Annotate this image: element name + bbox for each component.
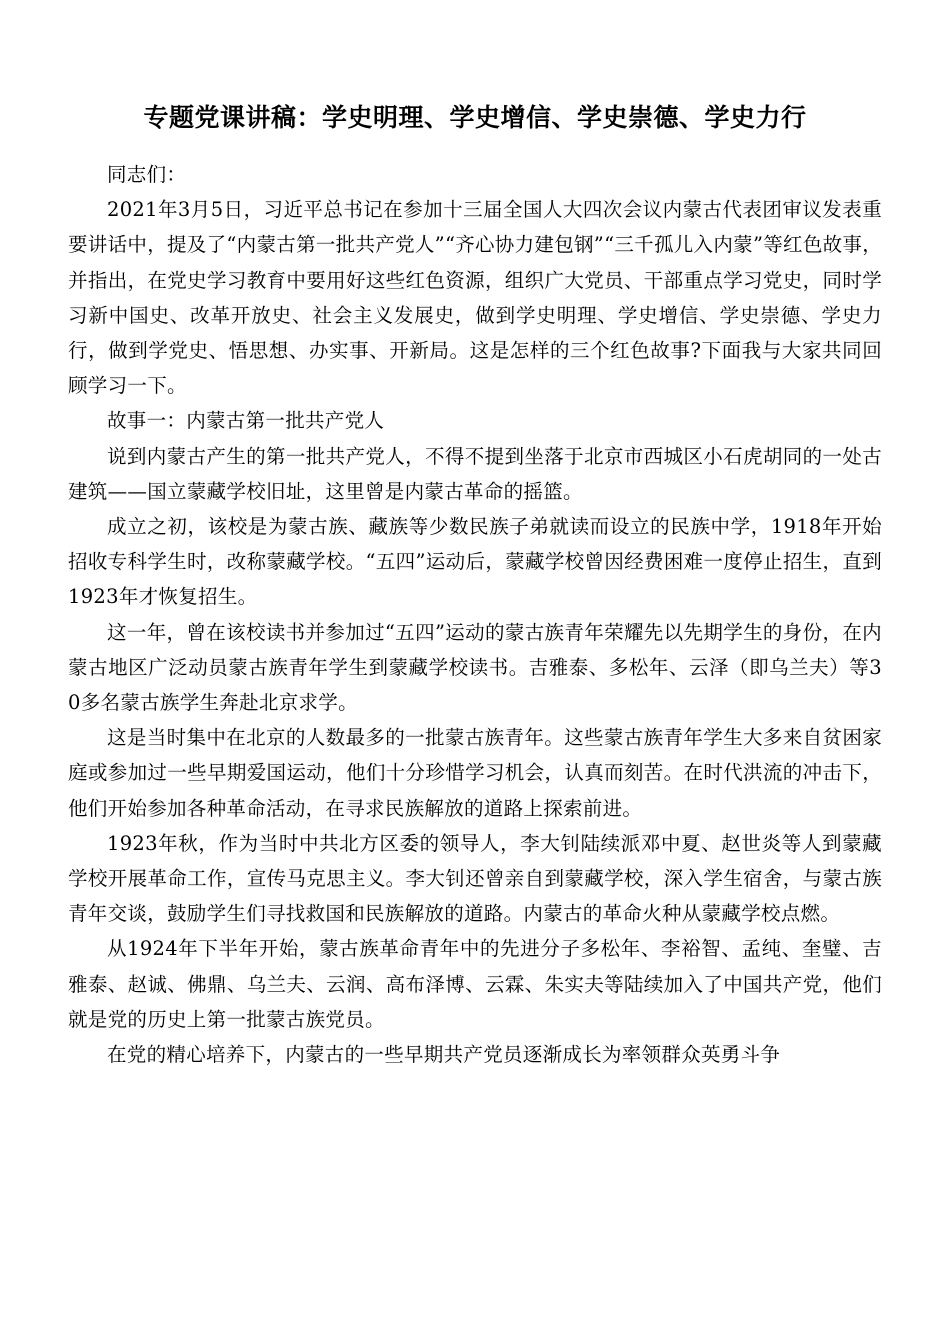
document-body [68,157,882,1072]
body-paragraph: 从1924年下半年开始，蒙古族革命青年中的先进分子多松年、李裕智、孟纯、奎璧、吉雅泰、赵诚、佛鼎、乌兰夫、云润、高布泽博、云霖、朱实夫等陆续加入了中国共产党，他们就是党的历史上第一批蒙古族党员。 [68,937,882,1031]
body-paragraph: 这一年，曾在该校读书并参加过“五四”运动的蒙古族青年荣耀先以先期学生的身份，在内蒙古地区广泛动员蒙古族青年学生到蒙藏学校读书。吉雅泰、多松年、云泽（即乌兰夫）等30多名蒙古族学生奔赴北京求学。 [68,620,882,715]
intro-paragraph: 2021年3月5日，习近平总书记在参加十三届全国人大四次会议内蒙古代表团审议发表重要讲话中，提及了“内蒙古第一批共产党人”“齐心协力建包钢”“三千孤儿入内蒙”等红色故事，并指出，在党史学习教育中要用好这些红色资源，组织广大党员、干部重点学习党史，同时学习新中国史、改革开放史、社会主义发展史，做到学史明理、学史增信、学史崇德、学史力行，做到学党史、悟思想、办实事、开新局。这是怎样的三个红色故事?下面我与大家共同回顾学习一下。 [68,198,883,398]
body-paragraph: 成立之初，该校是为蒙古族、藏族等少数民族子弟就读而设立的民族中学，1918年开始招收专科学生时，改称蒙藏学校。“五四”运动后，蒙藏学校曾因经费困难一度停止招生，直到1923年才恢复招生。 [68,515,882,609]
story-one-heading: 故事一：内蒙古第一批共产党人 [107,409,385,433]
body-paragraph: 1923年秋，作为当时中共北方区委的领导人，李大钊陆续派邓中夏、赵世炎等人到蒙藏学校开展革命工作，宣传马克思主义。李大钊还曾亲自到蒙藏学校，深入学生宿舍，与蒙古族青年交谈，鼓励学生们寻找救国和民族解放的道路。内蒙古的革命火种从蒙藏学校点燃。 [68,831,882,926]
body-paragraph: 在党的精心培养下，内蒙古的一些早期共产党员逐渐成长为率领群众英勇斗争 [107,1043,781,1067]
body-paragraph: 这是当时集中在北京的人数最多的一批蒙古族青年。这些蒙古族青年学生大多来自贫困家庭或参加过一些早期爱国运动，他们十分珍惜学习机会，认真而刻苦。在时代洪流的冲击下，他们开始参加各种革命活动，在寻求民族解放的道路上探索前进。 [68,726,882,820]
body-paragraph: 说到内蒙古产生的第一批共产党人，不得不提到坐落于北京市西城区小石虎胡同的一处古建筑——国立蒙藏学校旧址，这里曾是内蒙古革命的摇篮。 [68,444,882,503]
document-title: 专题党课讲稿：学史明理、学史增信、学史崇德、学史力行 [143,103,807,132]
salutation-paragraph: 同志们： [107,163,187,186]
